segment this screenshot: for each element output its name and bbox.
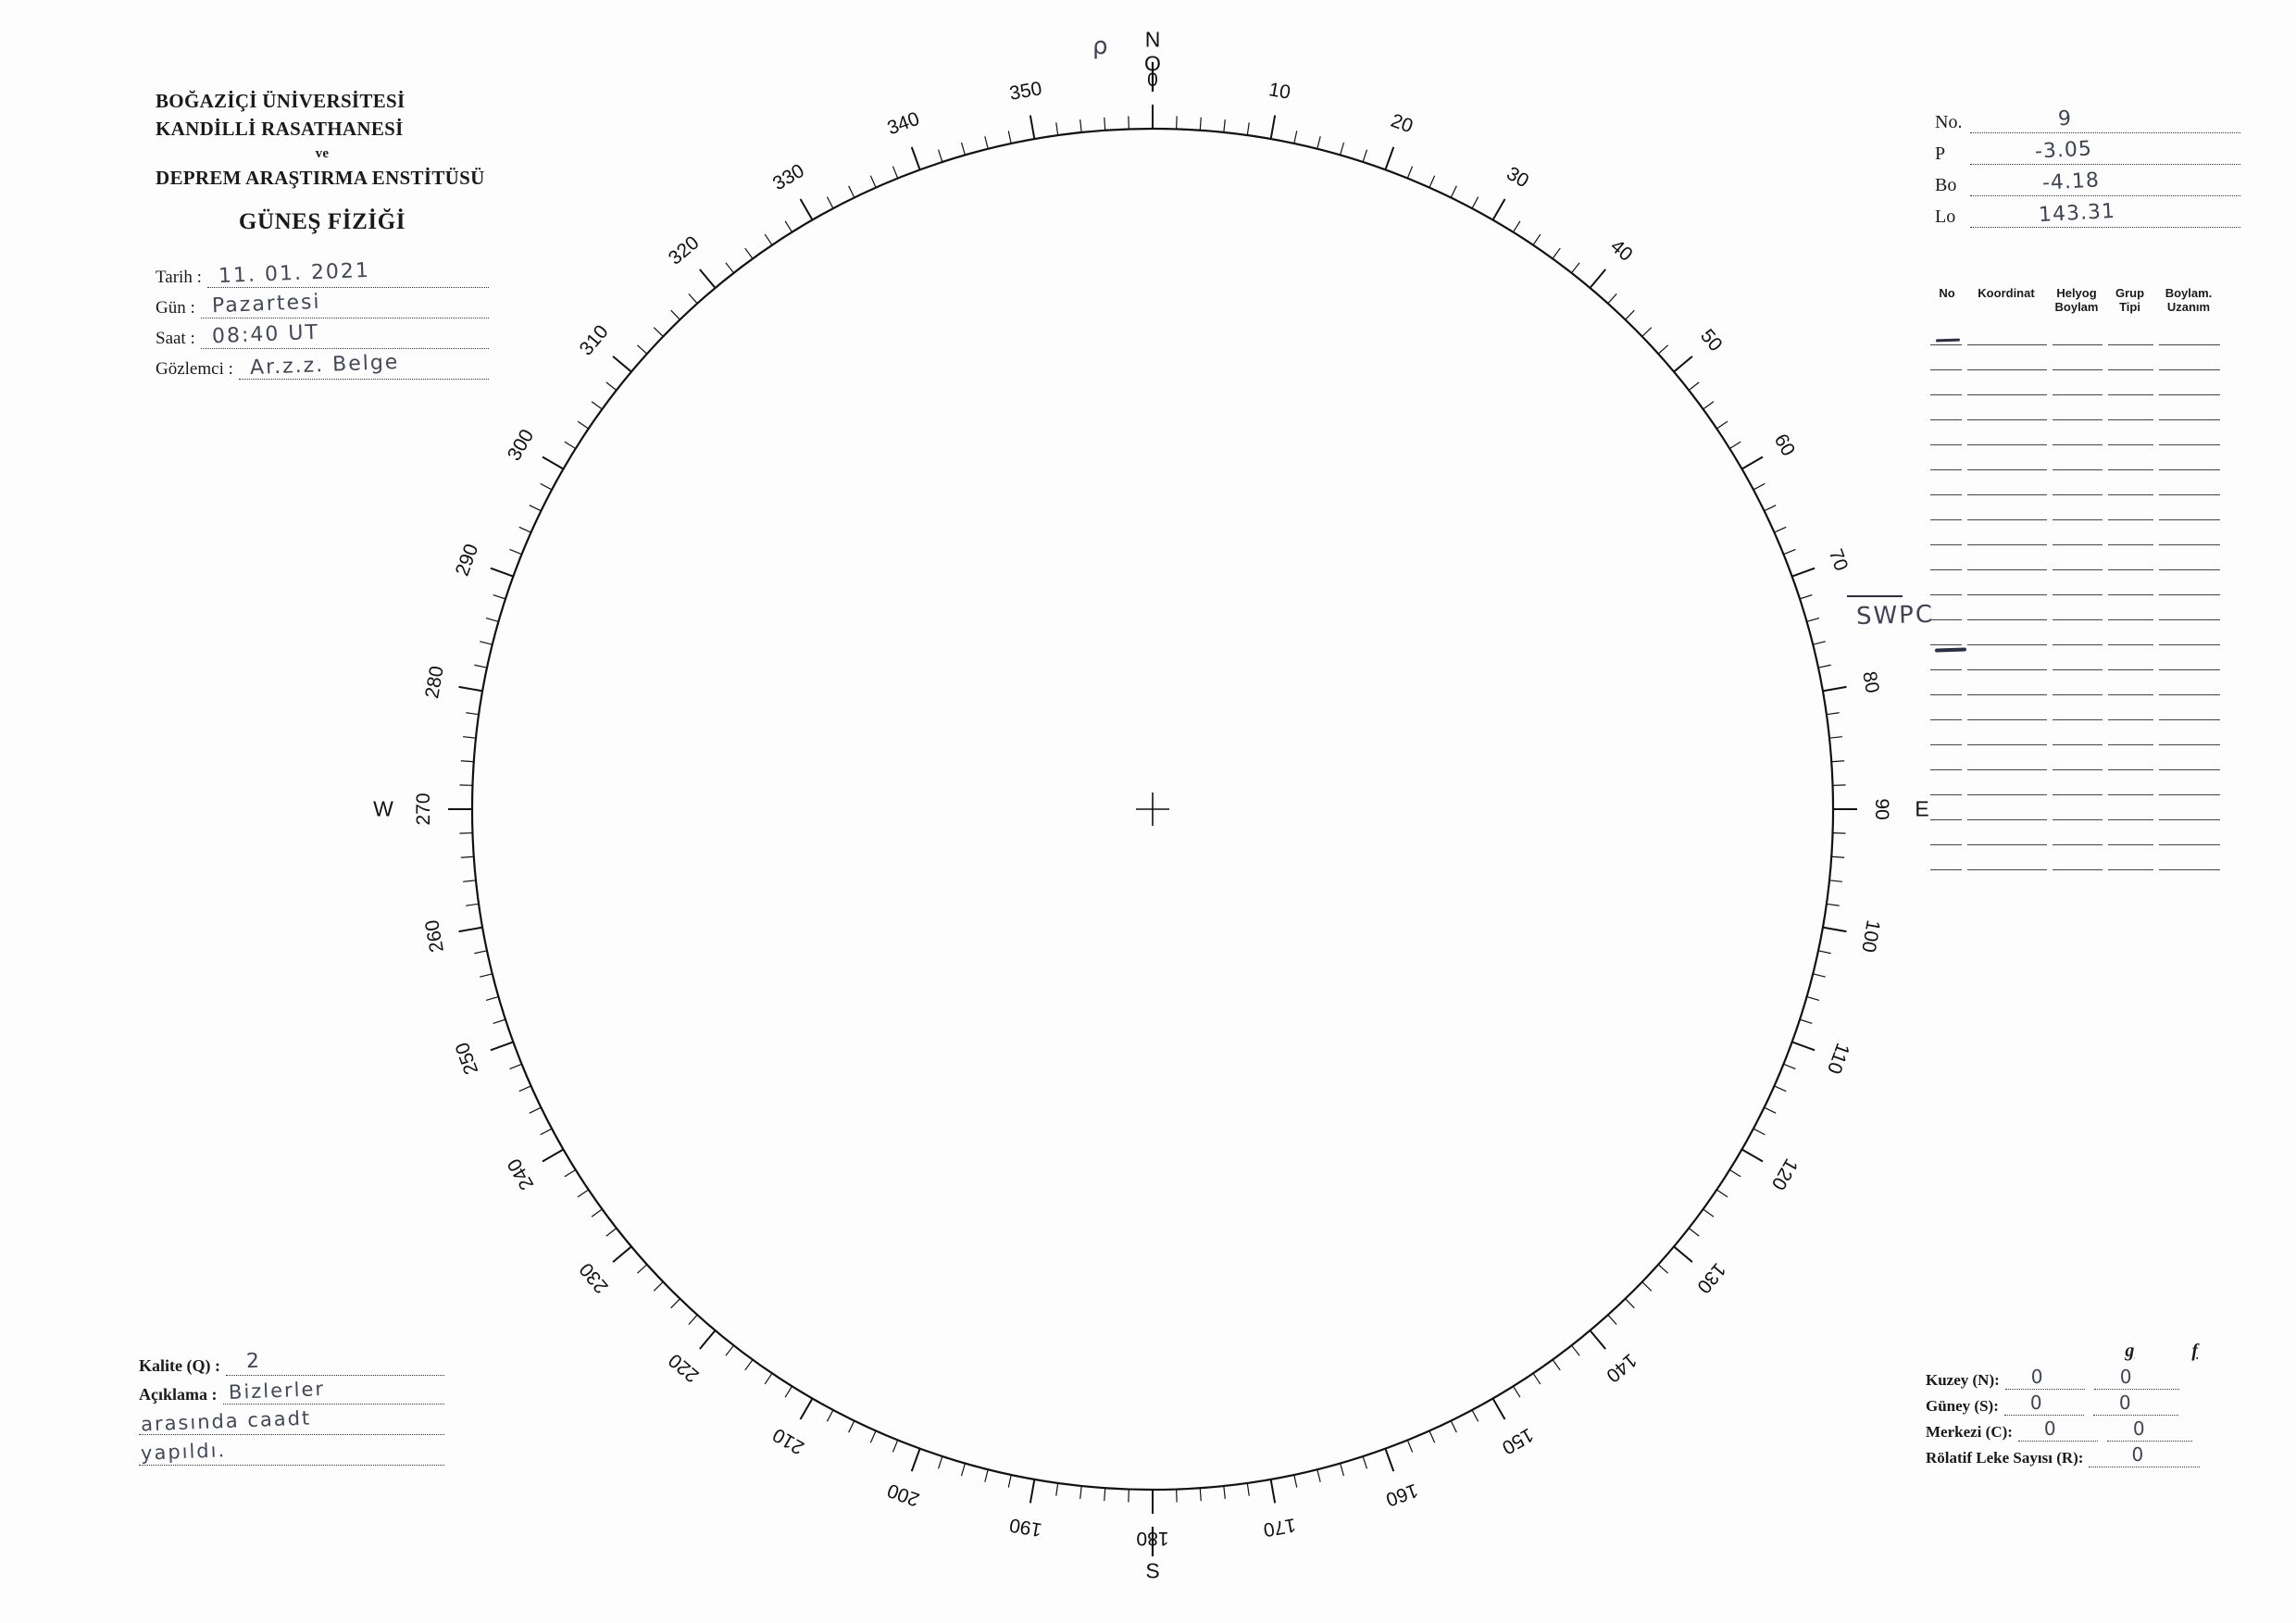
table-cell bbox=[2108, 520, 2153, 545]
protractor-tick-label: 230 bbox=[575, 1258, 613, 1297]
count-south-f: 0 bbox=[2118, 1392, 2131, 1414]
field-observer-label: Gözlemci : bbox=[156, 358, 233, 379]
table-cell bbox=[1967, 395, 2047, 420]
quality-value: 2 bbox=[245, 1349, 262, 1374]
rho-annotation: ρ bbox=[1092, 32, 1108, 60]
protractor-tick-label: 0 bbox=[1147, 69, 1158, 91]
protractor-tick-label: 120 bbox=[1766, 1154, 1802, 1193]
table-cell bbox=[2053, 770, 2103, 795]
table-row[interactable] bbox=[1930, 595, 2250, 620]
table-cell bbox=[1930, 845, 1962, 870]
protractor-tick-label: 210 bbox=[768, 1423, 808, 1458]
table-cell bbox=[1967, 545, 2047, 570]
table-cell bbox=[1967, 420, 2047, 445]
table-cell bbox=[2108, 470, 2153, 495]
table-cell bbox=[2053, 745, 2103, 770]
count-south-f-line[interactable] bbox=[2093, 1392, 2178, 1416]
info-bo-value: -4.18 bbox=[2041, 169, 2101, 195]
protractor-tick-label: 30 bbox=[1502, 163, 1532, 193]
table-cell bbox=[2159, 845, 2220, 870]
description-line[interactable] bbox=[223, 1378, 445, 1405]
table-row[interactable] bbox=[1930, 720, 2250, 745]
gf-header bbox=[1926, 1341, 2250, 1362]
field-date-label: Tarih : bbox=[156, 267, 202, 287]
count-north-g-line[interactable] bbox=[2005, 1366, 2085, 1390]
table-cell bbox=[2108, 720, 2153, 745]
table-cell bbox=[2053, 470, 2103, 495]
table-cell bbox=[2159, 695, 2220, 720]
table-cell bbox=[2053, 545, 2103, 570]
protractor-tick-label: 340 bbox=[884, 108, 923, 140]
col-header-no: No bbox=[1939, 286, 1955, 300]
table-cell bbox=[2159, 320, 2220, 345]
protractor-tick-label: 320 bbox=[664, 231, 704, 269]
table-cell bbox=[2108, 645, 2153, 670]
col-header-boylam2: Boylam. bbox=[2165, 286, 2213, 300]
field-day-label: Gün : bbox=[156, 297, 195, 318]
table-body bbox=[1930, 320, 2250, 870]
cardinal-label-s: S bbox=[1145, 1558, 1160, 1583]
info-bo bbox=[1935, 165, 2240, 196]
table-cell bbox=[2053, 320, 2103, 345]
protractor-tick-label: 90 bbox=[1871, 798, 1892, 820]
count-central-g-line[interactable] bbox=[2018, 1417, 2098, 1442]
table-cell bbox=[2159, 745, 2220, 770]
protractor-tick-label: 110 bbox=[1822, 1040, 1853, 1077]
protractor-tick-label: 10 bbox=[1267, 79, 1292, 104]
swpc-leader-line bbox=[1847, 595, 1903, 597]
table-cell bbox=[2108, 695, 2153, 720]
table-cell bbox=[1967, 345, 2047, 370]
quality-label: Kalite (Q) : bbox=[139, 1356, 220, 1375]
table-row[interactable] bbox=[1930, 520, 2250, 545]
table-cell bbox=[2159, 645, 2220, 670]
table-cell bbox=[1967, 695, 2047, 720]
table-cell bbox=[2108, 795, 2153, 820]
protractor-tick-label: 180 bbox=[1136, 1528, 1169, 1549]
protractor-tick-label: 300 bbox=[504, 425, 539, 465]
table-cell bbox=[1967, 745, 2047, 770]
table-cell bbox=[2053, 595, 2103, 620]
col-header-grup: Grup bbox=[2115, 286, 2145, 300]
table-cell bbox=[2053, 795, 2103, 820]
protractor-tick-label: 150 bbox=[1497, 1423, 1537, 1458]
table-cell bbox=[2108, 395, 2153, 420]
table-cell bbox=[2053, 695, 2103, 720]
table-cell bbox=[1967, 795, 2047, 820]
protractor-tick-label: 290 bbox=[452, 541, 483, 580]
table-cell bbox=[2053, 845, 2103, 870]
field-time-label: Saat : bbox=[156, 328, 195, 348]
protractor-tick-label: 130 bbox=[1692, 1258, 1730, 1297]
table-row[interactable] bbox=[1930, 395, 2250, 420]
table-cell bbox=[2108, 820, 2153, 845]
protractor-tick-label: 100 bbox=[1857, 918, 1884, 954]
table-cell bbox=[1930, 445, 1962, 470]
count-north bbox=[1926, 1364, 2250, 1390]
description-value: Bizlerler bbox=[228, 1378, 325, 1404]
description-row bbox=[139, 1376, 444, 1405]
count-south bbox=[1926, 1390, 2250, 1416]
table-row[interactable] bbox=[1930, 570, 2250, 595]
description-extra-1: arasında caadt bbox=[140, 1406, 312, 1436]
table-cell bbox=[2108, 745, 2153, 770]
cardinal-label-o: O bbox=[1144, 51, 1161, 76]
table-cell bbox=[1967, 645, 2047, 670]
col-header-boylam: Boylam bbox=[2054, 299, 2099, 314]
table-row[interactable] bbox=[1930, 345, 2250, 370]
info-no-line[interactable] bbox=[1970, 106, 2240, 133]
info-p bbox=[1935, 133, 2240, 165]
protractor-tick-label: 220 bbox=[664, 1349, 704, 1387]
col-header-boylam-uzanim bbox=[2155, 287, 2222, 315]
table-cell bbox=[2053, 520, 2103, 545]
count-north-label: Kuzey (N): bbox=[1926, 1371, 2000, 1389]
table-row[interactable] bbox=[1930, 745, 2250, 770]
col-header-tipi: Tipi bbox=[2119, 299, 2140, 314]
quality-line[interactable] bbox=[226, 1349, 444, 1376]
table-cell bbox=[2053, 495, 2103, 520]
table-cell bbox=[1967, 770, 2047, 795]
table-cell bbox=[2159, 395, 2220, 420]
table-row[interactable] bbox=[1930, 820, 2250, 845]
table-row[interactable] bbox=[1930, 320, 2250, 345]
table-cell bbox=[1930, 745, 1962, 770]
info-no-value: 9 bbox=[2057, 106, 2073, 131]
table-row[interactable] bbox=[1930, 645, 2250, 670]
count-central-g: 0 bbox=[2043, 1417, 2056, 1440]
protractor-tick-label: 190 bbox=[1007, 1514, 1044, 1541]
protractor-tick-label: 330 bbox=[768, 160, 808, 195]
count-central-f: 0 bbox=[2132, 1417, 2145, 1440]
table-row[interactable] bbox=[1930, 845, 2250, 870]
description-line-3[interactable] bbox=[139, 1437, 444, 1466]
description-label: Açıklama : bbox=[139, 1385, 218, 1404]
info-lo-value: 143.31 bbox=[2038, 199, 2116, 228]
sunspot-table bbox=[1930, 287, 2250, 870]
table-cell bbox=[1930, 320, 1962, 345]
protractor-tick-label: 80 bbox=[1858, 669, 1883, 695]
info-no bbox=[1935, 102, 2240, 133]
description-line-2[interactable] bbox=[139, 1406, 444, 1435]
table-cell bbox=[1967, 495, 2047, 520]
gf-g-label: g bbox=[2125, 1341, 2135, 1361]
table-row[interactable] bbox=[1930, 370, 2250, 395]
table-cell bbox=[1967, 620, 2047, 645]
table-cell bbox=[1930, 645, 1962, 670]
col-header-uzanim: Uzanım bbox=[2166, 299, 2211, 314]
field-date-value: 11. 01. 2021 bbox=[218, 258, 371, 288]
col-header-grup-tipi bbox=[2104, 287, 2155, 315]
protractor-svg bbox=[435, 57, 1870, 1557]
table-cell bbox=[2159, 445, 2220, 470]
count-relative-line[interactable] bbox=[2089, 1443, 2200, 1467]
protractor-tick-label: 40 bbox=[1605, 235, 1637, 267]
table-row[interactable] bbox=[1930, 470, 2250, 495]
protractor-tick-label: 280 bbox=[421, 664, 448, 701]
quality-block bbox=[139, 1347, 444, 1466]
table-cell bbox=[2108, 445, 2153, 470]
table-cell bbox=[1930, 695, 1962, 720]
table-cell bbox=[2159, 520, 2220, 545]
org-line-2: KANDİLLİ RASATHANESİ bbox=[156, 117, 404, 140]
count-north-f: 0 bbox=[2119, 1366, 2132, 1388]
table-cell bbox=[2053, 620, 2103, 645]
table-cell bbox=[2053, 645, 2103, 670]
table-cell bbox=[1967, 595, 2047, 620]
info-lo-label: Lo bbox=[1935, 206, 1956, 227]
table-cell bbox=[2053, 420, 2103, 445]
table-cell bbox=[1930, 720, 1962, 745]
count-relative bbox=[1926, 1442, 2250, 1467]
table-cell bbox=[2108, 595, 2153, 620]
info-lo bbox=[1935, 196, 2240, 228]
table-row[interactable] bbox=[1930, 420, 2250, 445]
info-p-line[interactable] bbox=[1970, 137, 2240, 165]
table-cell bbox=[2053, 445, 2103, 470]
table-cell bbox=[2159, 620, 2220, 645]
info-no-label: No. bbox=[1935, 112, 1963, 132]
swpc-annotation: SWPC bbox=[1855, 600, 1935, 631]
org-line-1: BOĞAZİÇİ ÜNİVERSİTESİ bbox=[156, 90, 406, 112]
table-cell bbox=[1967, 845, 2047, 870]
table-cell bbox=[2108, 770, 2153, 795]
spot-counts-block bbox=[1926, 1341, 2250, 1467]
table-cell bbox=[1967, 570, 2047, 595]
table-row[interactable] bbox=[1930, 770, 2250, 795]
table-cell bbox=[2053, 820, 2103, 845]
count-central bbox=[1926, 1416, 2250, 1442]
table-row[interactable] bbox=[1930, 670, 2250, 695]
table-row[interactable] bbox=[1930, 695, 2250, 720]
protractor-tick-label: 250 bbox=[452, 1039, 483, 1078]
table-cell bbox=[1967, 320, 2047, 345]
protractor-tick-label: 350 bbox=[1007, 78, 1044, 105]
table-header-row bbox=[1930, 287, 2250, 315]
table-cell bbox=[2053, 670, 2103, 695]
table-row[interactable] bbox=[1930, 545, 2250, 570]
protractor-tick-label: 50 bbox=[1695, 325, 1727, 356]
table-cell bbox=[1930, 820, 1962, 845]
table-cell bbox=[2159, 720, 2220, 745]
table-cell bbox=[2108, 345, 2153, 370]
table-cell bbox=[2053, 345, 2103, 370]
table-cell bbox=[2159, 795, 2220, 820]
table-cell bbox=[1930, 770, 1962, 795]
table-cell bbox=[2108, 570, 2153, 595]
protractor-tick-label: 310 bbox=[575, 320, 613, 360]
table-cell bbox=[2108, 495, 2153, 520]
page-title: GÜNEŞ FİZİĞİ bbox=[238, 208, 406, 234]
table-cell bbox=[2108, 420, 2153, 445]
protractor-tick-label: 140 bbox=[1602, 1349, 1641, 1387]
col-header-helyog-boylam bbox=[2049, 287, 2104, 315]
cardinal-label-w: W bbox=[373, 796, 393, 821]
col-header-helyog: Helyog bbox=[2056, 286, 2097, 300]
table-cell bbox=[1930, 345, 1962, 370]
table-cell bbox=[2159, 670, 2220, 695]
table-row[interactable] bbox=[1930, 795, 2250, 820]
description-extra-2: yapıldı. bbox=[140, 1439, 227, 1465]
table-cell bbox=[1967, 370, 2047, 395]
protractor-tick-label: 160 bbox=[1382, 1479, 1421, 1510]
quality-row bbox=[139, 1347, 444, 1376]
protractor-tick-label: 200 bbox=[884, 1479, 923, 1510]
table-cell bbox=[2108, 320, 2153, 345]
table-cell bbox=[2053, 395, 2103, 420]
cardinal-label-n: N bbox=[1144, 27, 1161, 52]
table-cell bbox=[2159, 770, 2220, 795]
gf-f-label: f bbox=[2191, 1341, 2198, 1361]
table-cell bbox=[1967, 520, 2047, 545]
info-p-label: P bbox=[1935, 144, 1946, 164]
count-south-g: 0 bbox=[2029, 1392, 2042, 1414]
count-central-f-line[interactable] bbox=[2107, 1417, 2192, 1442]
protractor-tick-label: 170 bbox=[1261, 1514, 1297, 1541]
protractor-tick-label: 60 bbox=[1769, 430, 1799, 460]
org-line-3: DEPREM ARAŞTIRMA ENSTİTÜSÜ bbox=[156, 166, 485, 189]
table-row[interactable] bbox=[1930, 495, 2250, 520]
table-cell bbox=[2053, 720, 2103, 745]
table-cell bbox=[2053, 370, 2103, 395]
table-cell bbox=[2159, 420, 2220, 445]
count-north-g: 0 bbox=[2030, 1366, 2043, 1388]
table-row[interactable] bbox=[1930, 620, 2250, 645]
table-cell bbox=[1930, 470, 1962, 495]
table-cell bbox=[1930, 670, 1962, 695]
table-row[interactable] bbox=[1930, 445, 2250, 470]
table-cell bbox=[1930, 595, 1962, 620]
table-cell bbox=[1930, 420, 1962, 445]
table-cell bbox=[1967, 670, 2047, 695]
table-cell bbox=[2159, 570, 2220, 595]
info-p-value: -3.05 bbox=[2034, 137, 2093, 164]
table-cell bbox=[2159, 495, 2220, 520]
table-cell bbox=[1930, 620, 1962, 645]
table-cell bbox=[2159, 470, 2220, 495]
table-cell bbox=[1967, 470, 2047, 495]
count-central-label: Merkezi (C): bbox=[1926, 1423, 2013, 1441]
table-cell bbox=[1930, 545, 1962, 570]
table-cell bbox=[2159, 545, 2220, 570]
cardinal-label-e: E bbox=[1915, 796, 1929, 821]
count-relative-value: 0 bbox=[2131, 1443, 2144, 1466]
table-cell bbox=[2108, 370, 2153, 395]
table-cell bbox=[2159, 820, 2220, 845]
table-cell bbox=[1967, 445, 2047, 470]
protractor-tick-label: 260 bbox=[421, 918, 448, 954]
protractor-tick-label: 270 bbox=[413, 793, 434, 826]
info-lo-line[interactable] bbox=[1970, 199, 2240, 228]
table-cell bbox=[2159, 370, 2220, 395]
count-north-f-line[interactable] bbox=[2094, 1366, 2179, 1390]
count-south-label: Güney (S): bbox=[1926, 1397, 1999, 1415]
protractor-tick-label: 70 bbox=[1824, 545, 1852, 574]
table-cell bbox=[1930, 570, 1962, 595]
info-bo-line[interactable] bbox=[1970, 169, 2240, 196]
table-cell bbox=[2108, 845, 2153, 870]
table-cell bbox=[1930, 370, 1962, 395]
table-cell bbox=[2159, 345, 2220, 370]
table-cell bbox=[2108, 670, 2153, 695]
table-cell bbox=[1967, 820, 2047, 845]
count-relative-label: Rölatif Leke Sayısı (R): bbox=[1926, 1449, 2084, 1467]
table-cell bbox=[2108, 620, 2153, 645]
table-cell bbox=[2108, 545, 2153, 570]
table-cell bbox=[2159, 595, 2220, 620]
protractor-tick-label: 240 bbox=[504, 1154, 539, 1193]
table-cell bbox=[1930, 520, 1962, 545]
field-time-value: 08:40 UT bbox=[211, 320, 320, 348]
org-ve: ve bbox=[315, 145, 330, 161]
count-south-g-line[interactable] bbox=[2004, 1392, 2084, 1416]
table-cell bbox=[1967, 720, 2047, 745]
info-bo-label: Bo bbox=[1935, 175, 1957, 195]
table-cell bbox=[2053, 570, 2103, 595]
field-observer-value: Ar.z.z. Belge bbox=[249, 350, 400, 380]
table-cell bbox=[1930, 495, 1962, 520]
right-info-block bbox=[1935, 102, 2240, 228]
protractor-tick-label: 20 bbox=[1388, 110, 1416, 138]
table-cell bbox=[1930, 795, 1962, 820]
col-header-koordinat: Koordinat bbox=[1978, 286, 2035, 300]
table-cell bbox=[1930, 395, 1962, 420]
field-day-value: Pazartesi bbox=[211, 290, 321, 318]
